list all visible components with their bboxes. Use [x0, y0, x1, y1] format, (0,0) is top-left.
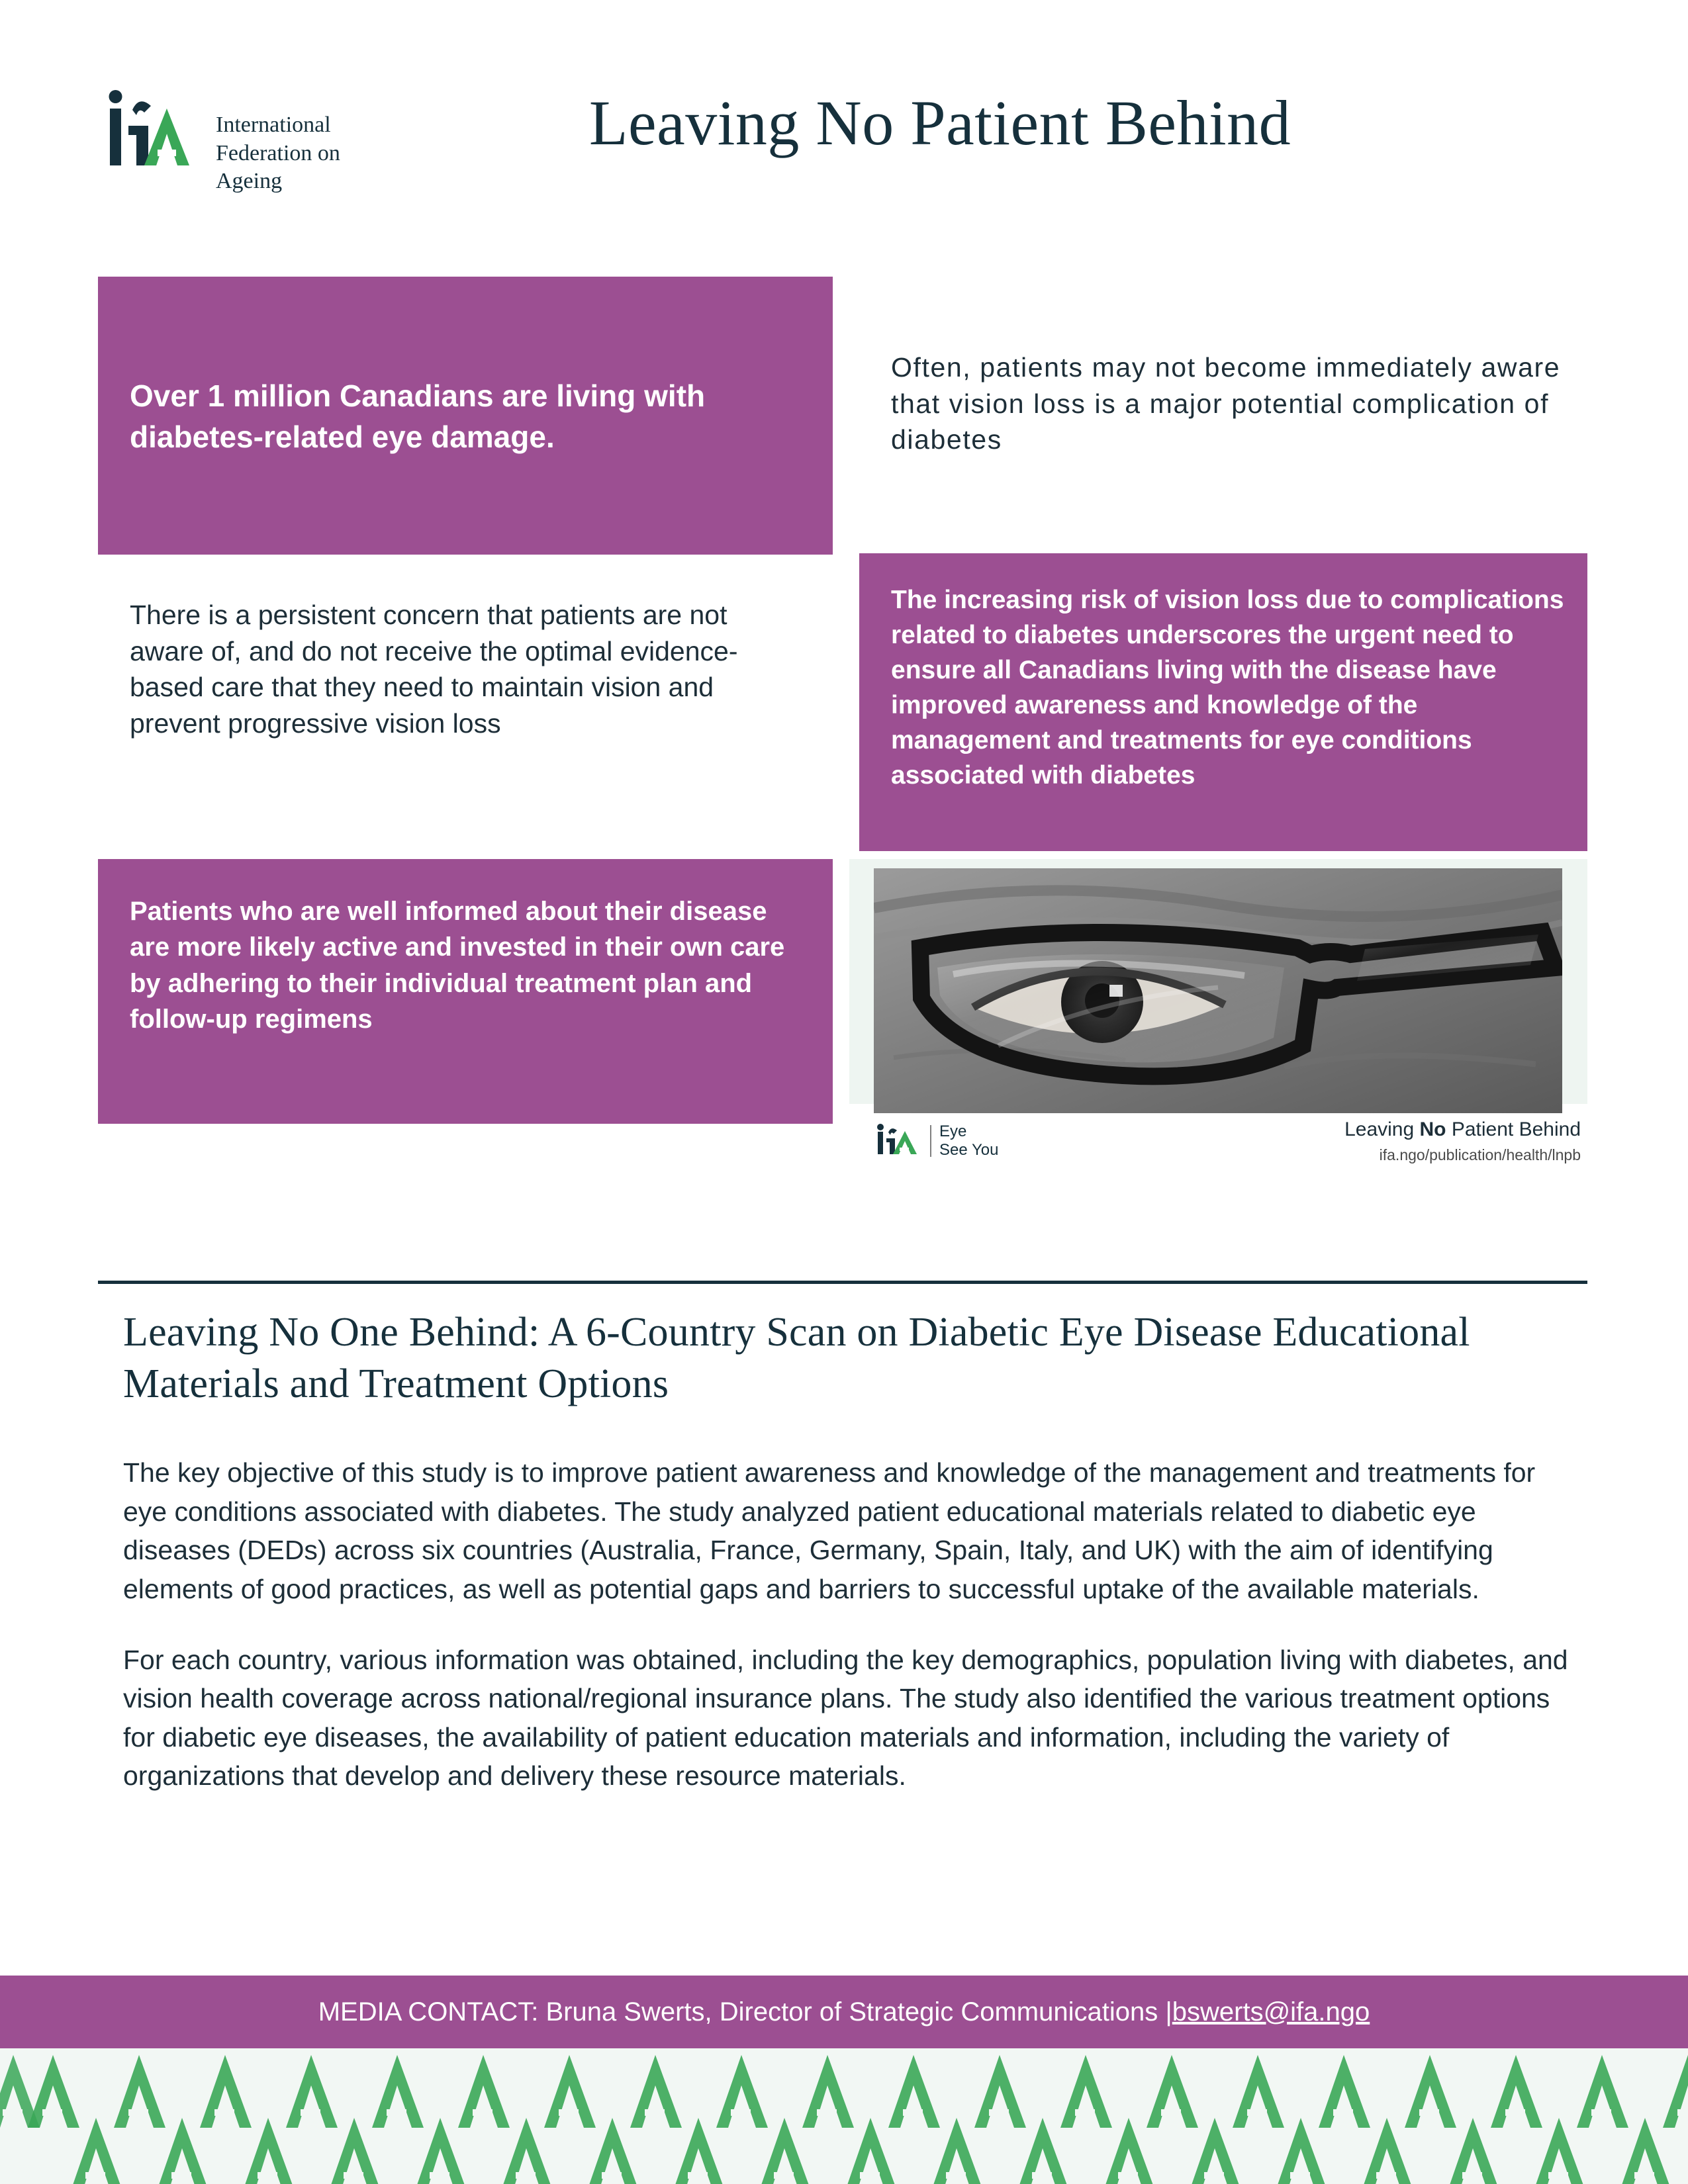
- logo-divider: [930, 1125, 931, 1157]
- eye-closeup-photo: [874, 868, 1562, 1113]
- org-name-line2: Federation on: [216, 140, 340, 165]
- card-concern-text: There is a persistent concern that patients are not aware of, and do not receive the optimal evidence-based care that they need to maintain vision and prevent progressive vision loss: [130, 600, 738, 739]
- article-heading: Leaving No One Behind: A 6-Country Scan on Diabetic Eye Disease Educational Materials and Treatment Options: [123, 1310, 1470, 1406]
- eye-see-you-line2: See You: [939, 1141, 999, 1159]
- footer-pattern-graphic: [0, 2048, 1688, 2184]
- caption-prefix: Leaving: [1344, 1118, 1420, 1140]
- footer-contact-text: MEDIA CONTACT: Bruna Swerts, Director of Strategic Communications |: [318, 1997, 1172, 2026]
- footer-email-link[interactable]: bswerts@ifa.ngo: [1172, 1997, 1370, 2026]
- card-awareness-text: Often, patients may not become immediately aware that vision loss is a major potential complication of diabetes: [891, 352, 1561, 455]
- card-awareness: [859, 277, 1587, 555]
- caption-text-block: [1344, 1118, 1581, 1164]
- section-divider: [98, 1281, 1587, 1284]
- card-concern: [98, 567, 833, 851]
- page-header: [0, 73, 1688, 225]
- caption-bold: No: [1419, 1118, 1446, 1140]
- org-name-line1: International: [216, 113, 331, 137]
- card-statistic: [98, 277, 833, 555]
- card-risk: [859, 553, 1587, 851]
- footer-contact-bar: [0, 1976, 1688, 2048]
- ifa-logo-icon: [876, 1122, 922, 1160]
- org-name-line3: Ageing: [216, 169, 283, 193]
- card-informed-patients: [98, 859, 833, 1124]
- footer-pattern: [0, 2048, 1688, 2184]
- article-paragraph-2: For each country, various information was obtained, including the key demographics, population living with diabetes, and vision health coverage across national/regional insurance plans. The study also identified the various treatment options for diabetic eye diseases, the availability of patient education materials and information, including the variety of organizations that develop and delivery these resource materials.: [123, 1644, 1568, 1792]
- publication-image-panel: [849, 859, 1587, 1163]
- card-risk-text: The increasing risk of vision loss due to complications related to diabetes underscores the urgent need to ensure all Canadians living with the disease have improved awareness and knowledge of the management and treatments for eye conditions associated with diabetes: [891, 586, 1564, 790]
- eye-see-you-logo: [876, 1122, 998, 1160]
- caption-title: [1344, 1118, 1581, 1141]
- caption-url[interactable]: ifa.ngo/publication/health/lnpb: [1379, 1146, 1581, 1163]
- article-section: [123, 1307, 1573, 1827]
- eye-see-you-label: [939, 1122, 998, 1159]
- card-informed-patients-text: Patients who are well informed about their disease are more likely active and invested in their own care by adhering to their individual treatment plan and follow-up regimens: [130, 897, 785, 1034]
- image-caption: [849, 1118, 1587, 1198]
- card-statistic-text: Over 1 million Canadians are living with diabetes-related eye damage.: [130, 379, 706, 454]
- article-paragraph-1: The key objective of this study is to improve patient awareness and knowledge of the management and treatments for eye conditions associated with diabetes. The study analyzed patient educational materials related to diabetic eye diseases (DEDs) across six countries (Australia, France, Germany, Spain, Italy, and UK) with the aim of identifying elements of good practices, as well as potential gaps and barriers to successful uptake of the available materials.: [123, 1457, 1536, 1604]
- caption-suffix: Patient Behind: [1446, 1118, 1581, 1140]
- eye-see-you-line1: Eye: [939, 1122, 967, 1141]
- page-title: Leaving No Patient Behind: [588, 87, 1291, 158]
